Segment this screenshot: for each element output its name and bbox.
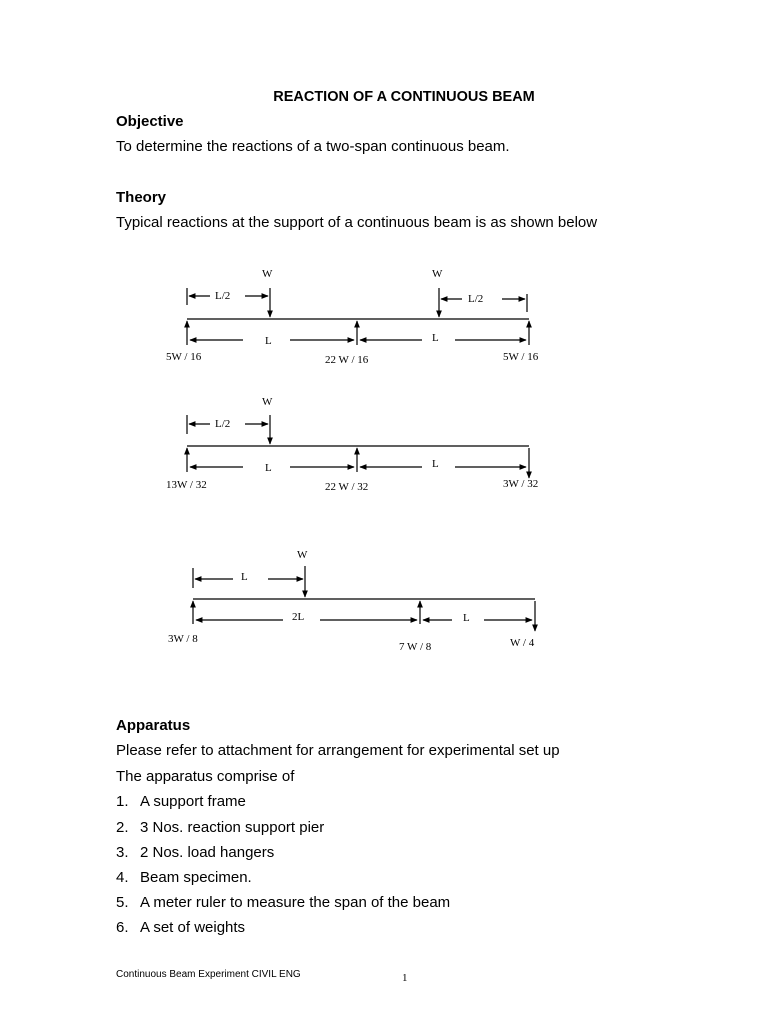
theory-text: Typical reactions at the support of a continuous beam is as shown below xyxy=(116,214,598,231)
diagram-2 xyxy=(166,396,538,493)
list-text: 3 Nos. reaction support pier xyxy=(140,819,325,836)
load-label: W xyxy=(432,268,443,280)
reaction-label: 22 W / 16 xyxy=(325,354,369,366)
list-text: Beam specimen. xyxy=(140,869,252,886)
list-number: 1. xyxy=(116,793,129,810)
diagram-3 xyxy=(168,549,535,653)
span-label: L xyxy=(432,332,439,344)
objective-heading: Objective xyxy=(116,113,184,130)
reaction-label: 7 W / 8 xyxy=(399,641,432,653)
span-label: L xyxy=(265,335,272,347)
reaction-label: 3W / 8 xyxy=(168,633,198,645)
reaction-label: 5W / 16 xyxy=(503,351,539,363)
list-item xyxy=(116,845,274,860)
reaction-label: 13W / 32 xyxy=(166,479,207,491)
span-label: L xyxy=(463,612,470,624)
list-item xyxy=(116,820,324,835)
load-label: W xyxy=(262,396,273,408)
footer-text: Continuous Beam Experiment CIVIL ENG xyxy=(116,969,301,980)
page-number: 1 xyxy=(402,972,408,984)
load-label: W xyxy=(297,549,308,561)
list-number: 3. xyxy=(116,844,129,861)
list-text: A meter ruler to measure the span of the beam xyxy=(140,894,451,911)
reaction-label: W / 4 xyxy=(510,637,535,649)
dimension-label: L/2 xyxy=(468,293,484,305)
list-number: 4. xyxy=(116,869,129,886)
list-item xyxy=(116,920,245,935)
list-number: 2. xyxy=(116,819,129,836)
span-label: L xyxy=(432,458,439,470)
objective-text: To determine the reactions of a two-span continuous beam. xyxy=(116,138,510,155)
reaction-label: 5W / 16 xyxy=(166,351,202,363)
theory-heading: Theory xyxy=(116,189,167,206)
dimension-label: L/2 xyxy=(215,290,231,302)
page-title: REACTION OF A CONTINUOUS BEAM xyxy=(273,89,535,105)
list-text: A set of weights xyxy=(140,919,246,936)
apparatus-line-1: Please refer to attachment for arrangement for experimental set up xyxy=(116,742,560,759)
span-label: L xyxy=(265,462,272,474)
load-label: W xyxy=(262,268,273,280)
dimension-label: L xyxy=(241,571,248,583)
list-number: 5. xyxy=(116,894,129,911)
reaction-label: 22 W / 32 xyxy=(325,481,369,493)
reaction-label: 3W / 32 xyxy=(503,478,539,490)
diagram-1 xyxy=(166,268,539,366)
list-item xyxy=(116,895,450,910)
list-item xyxy=(116,794,246,809)
list-item xyxy=(116,870,252,885)
list-text: 2 Nos. load hangers xyxy=(140,844,275,861)
apparatus-heading: Apparatus xyxy=(116,717,191,734)
list-number: 6. xyxy=(116,919,129,936)
list-text: A support frame xyxy=(140,793,246,810)
apparatus-line-2: The apparatus comprise of xyxy=(116,768,295,785)
span-label: 2L xyxy=(292,611,305,623)
dimension-label: L/2 xyxy=(215,418,231,430)
